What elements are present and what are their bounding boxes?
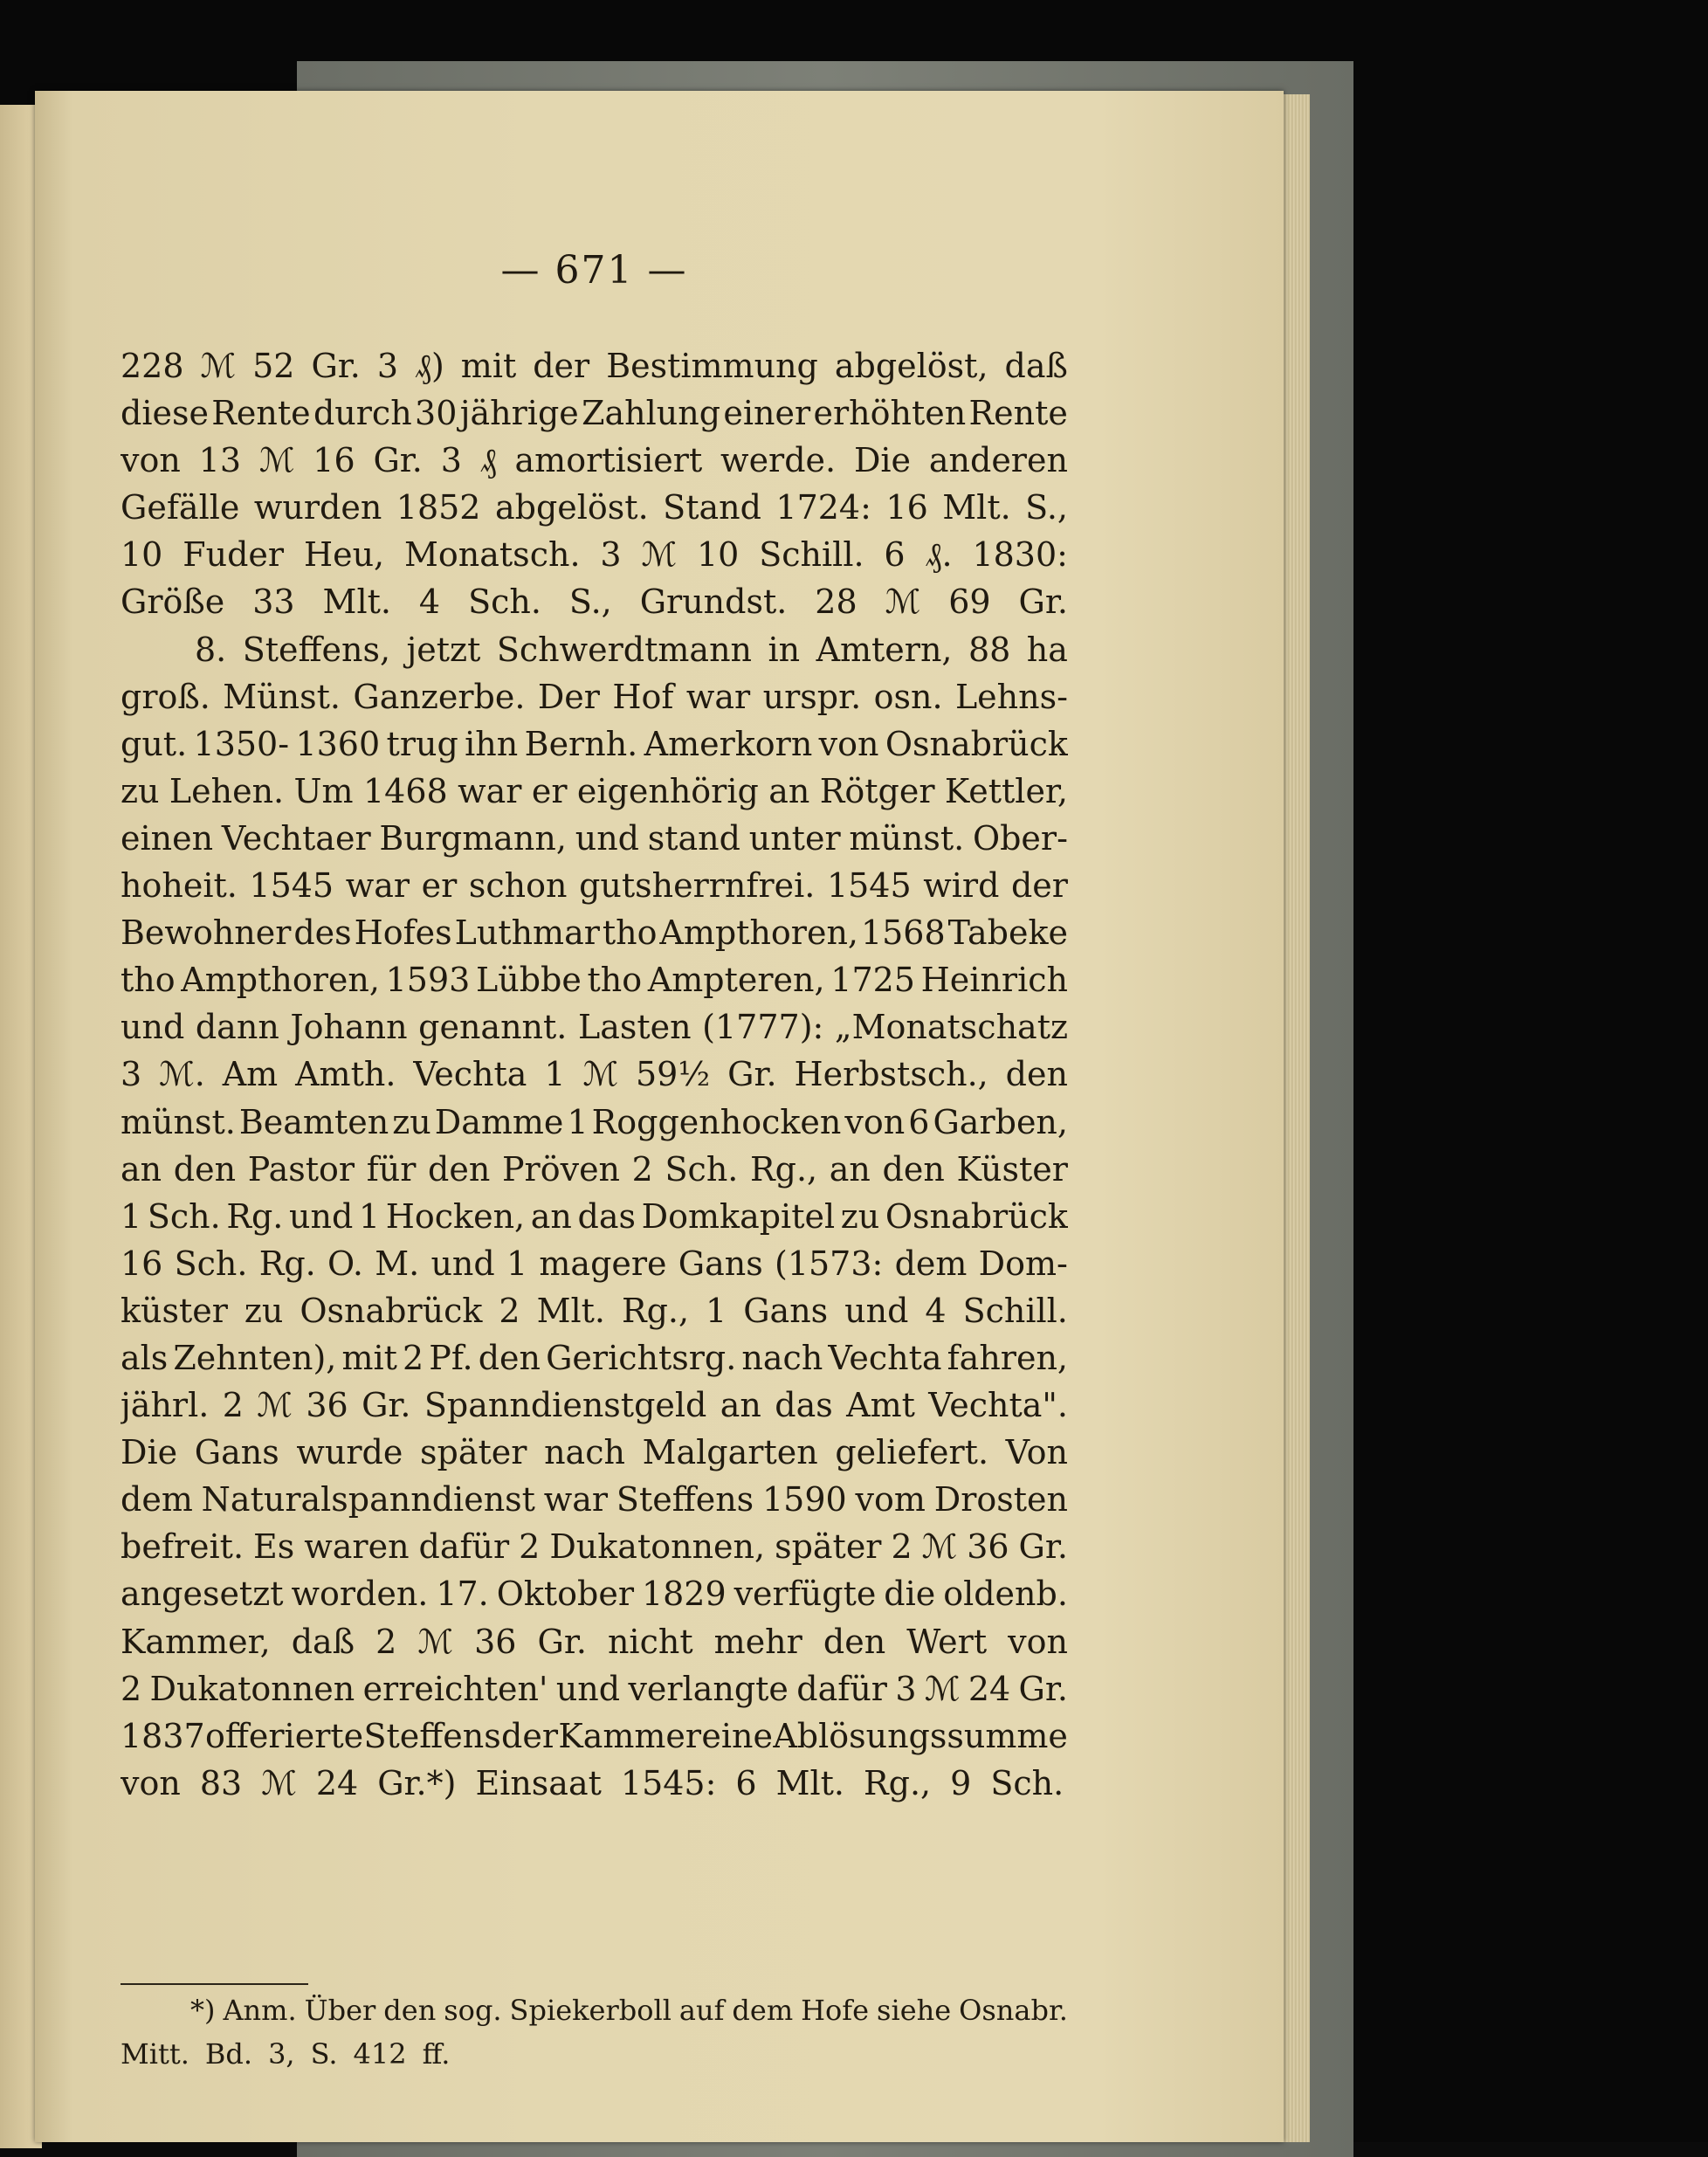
text-line: von 83 ℳ 24 Gr.*) Einsaat 1545: 6 Mlt. Rg., 9 Sch. [121,1763,1064,1802]
text-line: 10 Fuder Heu, Monatsch. 3 ℳ 10 Schill. 6 ₰. 1830: [121,535,1068,575]
text-line: 228 ℳ 52 Gr. 3 ₰) mit der Bestimmung abgelöst, daß [121,347,1068,385]
text-line: an den Pastor für den Pröven 2 Sch. Rg., an den Küster [121,1149,1068,1189]
text-line: dem Naturalspanndienst war Steffens 1590 vom Drosten [121,1480,1068,1520]
text-line: Die Gans wurde später nach Malgarten geliefert. Von [121,1433,1068,1472]
text-line: 1837 offerierte Steffens der Kammer eine Ablösungssumme [121,1716,1068,1755]
text-line: 3 ℳ. Am Amth. Vechta 1 ℳ 59½ Gr. Herbstsch., den [121,1055,1068,1094]
page-stack-edge [1284,94,1310,2142]
text-line: küster zu Osnabrück 2 Mlt. Rg., 1 Gans und 4 Schill. [121,1291,1068,1330]
text-line: Gefälle wurden 1852 abgelöst. Stand 1724: 16 Mlt. S., [121,488,1068,527]
text-line: groß. Münst. Ganzerbe. Der Hof war urspr. osn. Lehns- [121,677,1068,716]
text-line: 8. Steffens, jetzt Schwerdtmann in Amtern, 88 ha [195,630,1068,669]
text-line: münst. Beamten zu Damme 1 Roggenhocken von 6 Garben, [121,1102,1068,1141]
text-line: 16 Sch. Rg. O. M. und 1 magere Gans (1573: dem Dom- [121,1244,1068,1283]
text-line: Größe 33 Mlt. 4 Sch. S., Grundst. 28 ℳ 69 Gr. [121,582,1068,622]
text-line: von 13 ℳ 16 Gr. 3 ₰ amortisiert werde. Die anderen [121,441,1068,480]
text-line: jährl. 2 ℳ 36 Gr. Spanndienstgeld an das Amt Vechta". [121,1386,1068,1425]
footnote-rule [121,1983,308,1985]
text-line: 2 Dukatonnen erreichten' und verlangte dafür 3 ℳ 24 Gr. [121,1669,1068,1708]
text-line: diese Rente durch 30 jährige Zahlung einer erhöhten Rente [121,394,1068,433]
text-line: Bewohner des Hofes Luthmar tho Ampthoren, 1568 Tabeke [121,913,1068,953]
text-line: und dann Johann genannt. Lasten (1777): „Monatschatz [121,1008,1068,1047]
text-line: einen Vechtaer Burgmann, und stand unter münst. Ober- [121,818,1068,858]
text-line: angesetzt worden. 17. Oktober 1829 verfügte die oldenb. [121,1575,1068,1614]
text-line: hoheit. 1545 war er schon gutsherrnfrei. 1545 wird der [121,866,1068,906]
text-line: tho Ampthoren, 1593 Lübbe tho Ampteren, 1725 Heinrich [121,961,1068,1000]
footnote [121,1988,1068,2076]
text-line: befreit. Es waren dafür 2 Dukatonnen, später 2 ℳ 36 Gr. [121,1527,1068,1567]
text-line: zu Lehen. Um 1468 war er eigenhörig an Rötger Kettler, [121,771,1068,810]
body-text [121,342,1068,1807]
text-line: gut. 1350- 1360 trug ihn Bernh. Amerkorn von Osnabrück [121,724,1068,763]
page-number: — 671 — [500,248,688,293]
text-line: als Zehnten), mit 2 Pf. den Gerichtsrg. nach Vechta fahren, [121,1338,1068,1377]
text-line: 1 Sch. Rg. und 1 Hocken, an das Domkapitel zu Osnabrück [121,1196,1068,1236]
footnote-line: *) Anm. Über den sog. Spiekerboll auf dem Hofe siehe Osnabr. [190,1994,1068,2027]
book-page [35,91,1284,2142]
text-line: Kammer, daß 2 ℳ 36 Gr. nicht mehr den Wert von [121,1622,1068,1661]
footnote-line: Mitt. Bd. 3, S. 412 ff. [121,2037,451,2071]
